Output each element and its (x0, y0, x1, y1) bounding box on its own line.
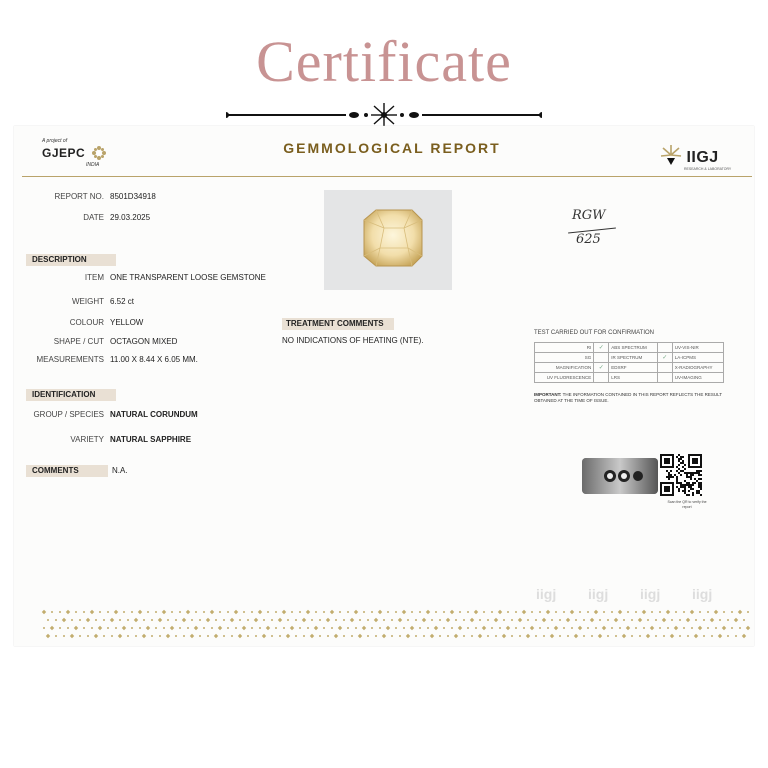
header-rule (22, 176, 752, 177)
important-text: THE INFORMATION CONTAINED IN THIS REPORT REFLECTS THE RESULT OBTAINED AT THE TIME OF ISSUE. (534, 392, 722, 403)
group-label: GROUP / SPECIES (33, 410, 104, 419)
test-row (535, 343, 724, 353)
gjepc-sub: INDIA (86, 162, 100, 168)
test-cell: RI (535, 343, 594, 353)
measurements-value: 11.00 X 8.44 X 6.05 MM. (110, 355, 198, 364)
test-cell: UV-VIS-NIR (672, 343, 723, 353)
check-cell (594, 373, 609, 383)
colour-value: YELLOW (110, 318, 144, 327)
test-cell: SG (535, 353, 594, 363)
report-no-value: 8501D34918 (110, 192, 156, 201)
description-header: DESCRIPTION (26, 254, 116, 266)
report-no-label: REPORT NO. (54, 192, 104, 201)
comments-value: N.A. (112, 466, 128, 475)
check-cell (657, 373, 672, 383)
weight-label: WEIGHT (72, 297, 104, 306)
iigj-sub: RESEARCH & LABORATORY (684, 167, 732, 171)
variety-label: VARIETY (70, 435, 104, 444)
gemstone-photo (324, 190, 452, 290)
check-cell (657, 343, 672, 353)
test-cell: X-RADIOGRAPHY (672, 363, 723, 373)
handwritten-bottom: 625 (576, 232, 601, 247)
hologram-sticker (582, 458, 658, 494)
test-cell: LRS (609, 373, 658, 383)
gjepc-name: GJEPC (42, 146, 86, 160)
test-cell: UV-IMAGING (672, 373, 723, 383)
item-value: ONE TRANSPARENT LOOSE GEMSTONE (110, 273, 266, 282)
shape-value: OCTAGON MIXED (110, 337, 178, 346)
group-value: NATURAL CORUNDUM (110, 410, 198, 419)
important-note (534, 392, 734, 404)
variety-value: NATURAL SAPPHIRE (110, 435, 192, 444)
tests-title: TEST CARRIED OUT FOR CONFIRMATION (534, 330, 655, 336)
date-value: 29.03.2025 (110, 213, 151, 222)
test-row (535, 373, 724, 383)
check-cell: ✓ (594, 343, 609, 353)
project-of-label: A project of (42, 138, 68, 144)
check-cell (657, 363, 672, 373)
burst-icon (660, 144, 682, 166)
test-cell: MAGNIFICATION (535, 363, 594, 373)
identification-header: IDENTIFICATION (26, 389, 116, 401)
test-row (535, 353, 724, 363)
watermark: iigj (588, 586, 609, 602)
qr-caption: Scan the QR to verify the report (667, 500, 707, 509)
gemstone-image (324, 190, 452, 290)
shape-label: SHAPE / CUT (53, 337, 104, 346)
report-title: GEMMOLOGICAL REPORT (283, 140, 501, 156)
decorative-border (40, 608, 752, 640)
treatment-header: TREATMENT COMMENTS (282, 318, 394, 330)
iigj-name: IIGJ (686, 149, 719, 166)
test-row (535, 363, 724, 373)
watermark: iigj (536, 586, 557, 602)
colour-label: COLOUR (69, 318, 104, 327)
treatment-value: NO INDICATIONS OF HEATING (NTE). (282, 336, 424, 345)
certificate-title: Certificate (256, 29, 512, 94)
important-label: IMPORTANT: (534, 392, 562, 397)
check-cell (594, 353, 609, 363)
measurements-label: MEASUREMENTS (36, 355, 104, 364)
handwritten-note (572, 208, 606, 247)
weight-value: 6.52 ct (110, 297, 135, 306)
check-cell: ✓ (657, 353, 672, 363)
test-cell: ABS SPECTRUM (609, 343, 658, 353)
check-cell: ✓ (594, 363, 609, 373)
watermark: iigj (692, 586, 713, 602)
date-label: DATE (83, 213, 104, 222)
item-label: ITEM (84, 273, 104, 282)
test-cell: UV FLUORESCENCE (535, 373, 594, 383)
qr-code[interactable] (660, 454, 702, 496)
hologram-image (582, 458, 658, 494)
handwritten-top: RGW (572, 208, 606, 223)
comments-header: COMMENTS (26, 465, 108, 477)
test-cell: LA-ICPMS (672, 353, 723, 363)
test-cell: IR SPECTRUM (609, 353, 658, 363)
watermark: iigj (640, 586, 661, 602)
test-cell: EDXRF (609, 363, 658, 373)
iigj-logo (660, 144, 731, 171)
tests-table (534, 342, 724, 383)
